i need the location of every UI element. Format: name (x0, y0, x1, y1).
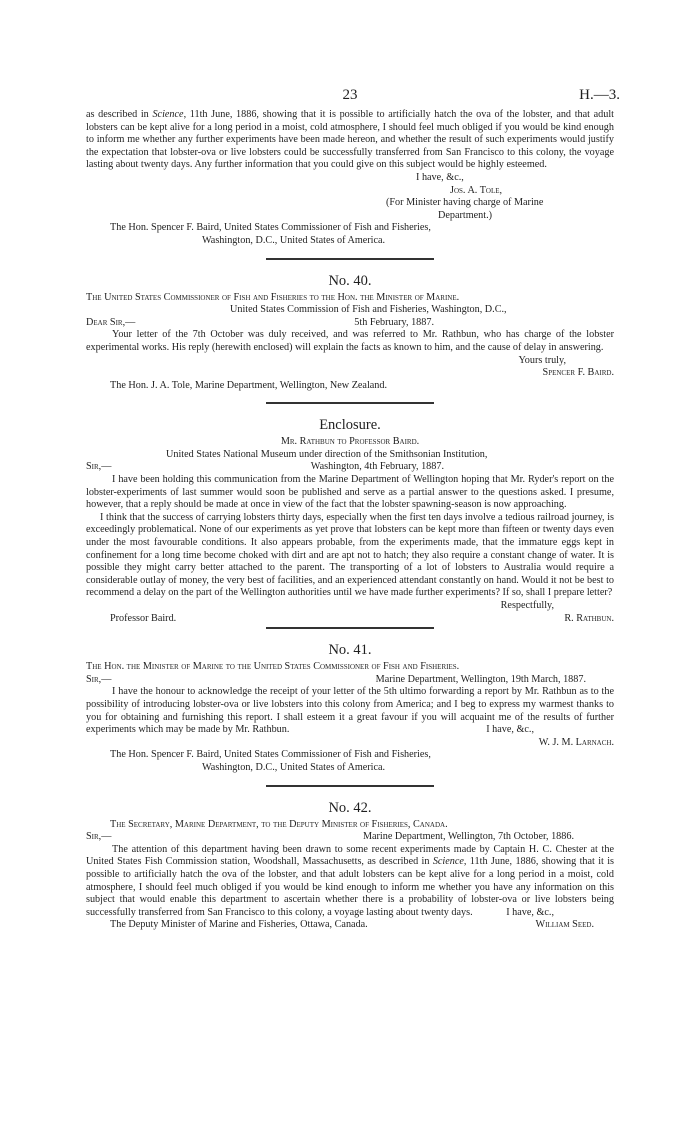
letter-date-42: Marine Department, Wellington, 7th October, 1886. (362, 831, 574, 843)
letter-body-42: The attention of this department having been drawn to some recent experiments made by Captain H. C. Chester at the United States Fish Commission station, Woodshall, Massachusetts, as described in Science, 11th June, 1886, showing that it is possible to artificially hatch the ova of the lobster, and that adult lobsters can be kept alive for a long period in a moist, cold atmosphere, I should feel much obliged if you would be kind enough to inform me whether you have any information on this subject that would enable this department to ascertain whether there is a probability of lobster-ova or live lobsters being successfully transferred from San Francisco to this colony, a voyage lasting about twenty days. (86, 843, 615, 918)
letter-body-41: I have the honour to acknowledge the receipt of your letter of the 5th ultimo forwarding a report by Mr. Rathbun as to the possibility of introducing lobster-ova or live lobsters into this colony from America; and I beg to express my warmest thanks to you for obtaining and furnishing this report. I shall esteem it a great favour if you will acquaint me of the results of further experiments which may be made by Mr. Rathbun. (86, 686, 614, 736)
section-divider (266, 258, 434, 260)
enclosure-place: United States National Museum under direction of the Smithsonian Institution, (166, 448, 488, 460)
page-number: 23 (342, 87, 358, 103)
enclosure-salutation: Sir,— (86, 461, 112, 473)
letter-addressee-41-1: The Hon. Spencer F. Baird, United States Commissioner of Fish and Fisheries, (110, 749, 431, 761)
letter-closing-41: I have, &c., (486, 724, 534, 736)
page-content (86, 109, 614, 932)
continuation-sig-title-2: Department.) (438, 209, 493, 221)
letter-number-41: No. 41. (328, 642, 372, 659)
letter-heading-41: The Hon. the Minister of Marine to the United States Commissioner of Fish and Fisheries. (86, 661, 460, 673)
enclosure-closing: Respectfully, (500, 600, 554, 611)
section-divider (266, 785, 434, 787)
enclosure-date: Washington, 4th February, 1887. (310, 461, 444, 473)
letter-addressee-42: The Deputy Minister of Marine and Fisheries, Ottawa, Canada. (110, 919, 368, 931)
enclosure-body-1: I have been holding this communication from the Marine Department of Wellington hoping that Mr. Ryder's report on the lobster-experiments of last summer would soon be published and serve as a partial answer to the questions asked. I presume, however, that a reply should be made at once in view of the fact that the lobster spawning-season is now approaching. (86, 474, 614, 511)
letter-addressee-40: The Hon. J. A. Tole, Marine Department, Wellington, New Zealand. (110, 379, 388, 391)
enclosure-sign-line (86, 613, 614, 626)
letter-signature-42: William Seed. (535, 919, 594, 931)
letter-closing-40: Yours truly, (518, 354, 566, 366)
enclosure-title: Enclosure. (319, 417, 381, 434)
continuation-sig-title-1: (For Minister having charge of Marine (386, 197, 544, 209)
letter-signature-40: Spencer F. Baird. (542, 367, 614, 379)
document-reference: H.—3. (579, 87, 620, 103)
salutation-40: Dear Sir,— (86, 316, 136, 328)
section-divider (266, 627, 434, 629)
salutation-41: Sir,— (86, 673, 112, 685)
salutation-line-41 (86, 674, 614, 687)
letter-addressee-41-2: Washington, D.C., United States of America. (202, 761, 386, 773)
continuation-paragraph: as described in Science, 11th June, 1886, showing that it is possible to artificially hatch the ova of the lobster, and that adult lobsters can be kept alive for a long period in a moist, cold atmosphere, I should feel much obliged if you would be kind enough to inform me whether any further experiments have been made hereon, and whether the result of such experiments would justify the expectation that lobster-ova or live lobsters could be successfully transferred from San Francisco to this colony, the voyage lasting about twenty days. Any further information that you could give on this subject would be highly esteemed. (86, 109, 615, 171)
salutation-line-40 (86, 317, 614, 330)
letter-closing-42: I have, &c., (506, 906, 554, 918)
letter-body-40: Your letter of the 7th October was duly received, and was referred to Mr. Rathbun, who has charge of the lobster experimental works. His reply (herewith enclosed) will explain the facts as known to him, and the cause of delay in answering. (86, 329, 614, 353)
letter-date-40: 5th February, 1887. (354, 316, 434, 328)
continuation-addressee-1: The Hon. Spencer F. Baird, United States Commissioner of Fish and Fisheries, (110, 222, 431, 234)
letter-number-42: No. 42. (328, 799, 372, 816)
continuation-closing: I have, &c., (416, 171, 464, 183)
salutation-line-42 (86, 831, 614, 844)
continuation-addressee-2: Washington, D.C., United States of America. (202, 234, 386, 246)
enclosure-body-2: I think that the success of carrying lobsters thirty days, especially when the first ten days involve a tedious railroad journey, is exceedingly problematical. None of our experiments as yet prove that lobsters can be kept more than fifteen or twenty days even under the most favourable conditions. It also appears probable, from the experiments made, that the immature eggs kept in confinement for a long time become choked with dirt and are apt not to hatch; they also require a constant change of water. It is possible they might carry better attached to the parent. The transporting of a lot of lobsters to Australia would require a considerable outlay of money, the very best of facilities, and an experienced attendant constantly on hand. Would it not be best to recommend a delay on the part of the Wellington authorities until we have made further experiments? If so, shall I prepare letter? (86, 511, 614, 599)
letter-heading-42: The Secretary, Marine Department, to the Deputy Minister of Fisheries, Canada. (110, 818, 448, 830)
letter-signature-41: W. J. M. Larnach. (538, 736, 614, 748)
enclosure-addressee: Professor Baird. (110, 612, 177, 624)
letter-place-40: United States Commission of Fish and Fisheries, Washington, D.C., (230, 304, 507, 316)
section-divider (266, 402, 434, 404)
continuation-signature: Jos. A. Tole, (450, 184, 503, 196)
salutation-line-enclosure (86, 461, 614, 474)
letter-sign-line-42 (86, 919, 614, 932)
letter-date-41: Marine Department, Wellington, 19th March, 1887. (375, 673, 586, 685)
enclosure-signature: R. Rathbun. (564, 612, 614, 624)
salutation-42: Sir,— (86, 831, 112, 843)
letter-number-40: No. 40. (328, 272, 372, 289)
letter-heading-40: The United States Commissioner of Fish and Fisheries to the Hon. the Minister of Marine. (86, 291, 460, 303)
enclosure-heading: Mr. Rathbun to Professor Baird. (280, 436, 420, 448)
